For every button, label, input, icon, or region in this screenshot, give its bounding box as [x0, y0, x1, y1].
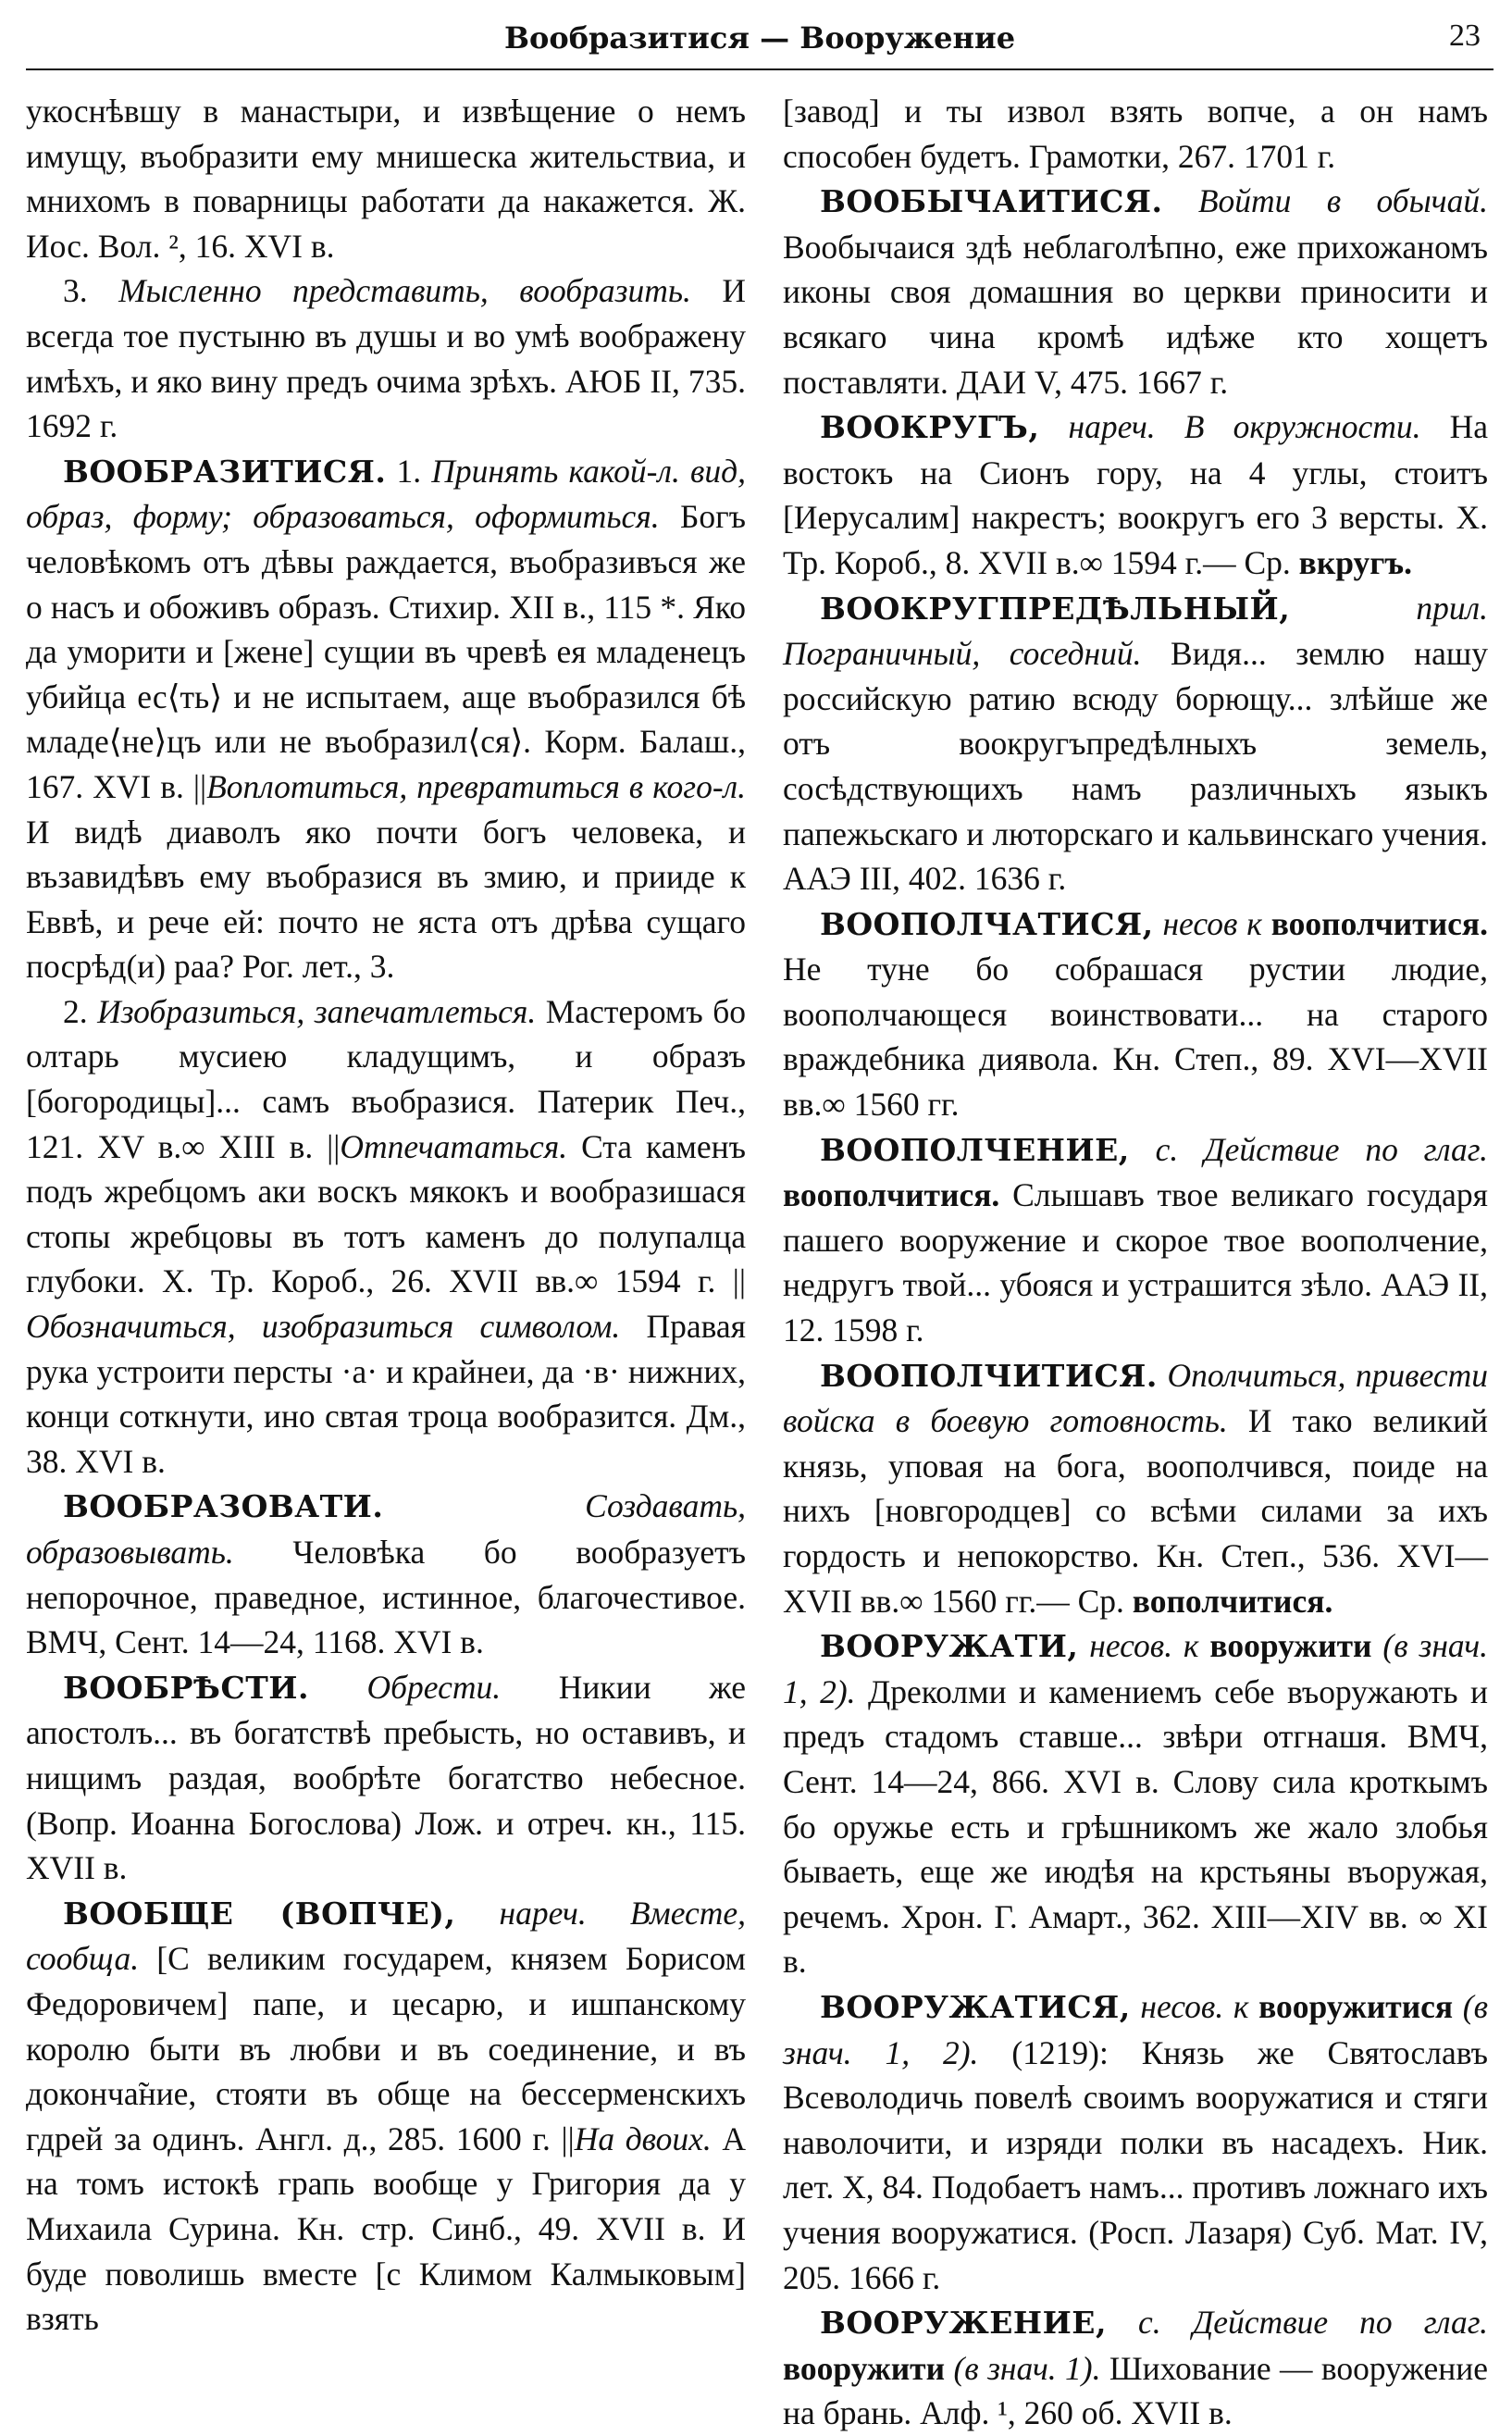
entry-voopolchatisya: ВООПОЛЧАТИСЯ, несов к воополчитися. Не туне бо собрашася рустии людие, воополчающеся воинствовати... на старого враждебника диявола. Кн. Степ., 89. XVI—XVII вв.∞ 1560 гг.: [783, 904, 1488, 1124]
sense-3: 3. Мысленно представить, вообразить. И всегда тое пустыню въ душы и во умѣ воображену имѣхъ, и яко вину предъ очима зрѣхъ. АЮБ II, 735. 1692 г.: [26, 272, 746, 445]
entry-vookrug: ВООКРУГЪ, нареч. В окружности. На востокъ на Сионъ гору, на 4 углы, стоитъ [Иерусалим] накрестъ; воокругъ его 3 версты. Х. Тр. Короб., 8. XVII в.∞ 1594 г.— Ср. вкругъ.: [783, 408, 1488, 581]
entry-voobrazitisya-sense-2: 2. Изобразиться, запечатлеться. Мастеромъ бо олтарь мусиею кладущимъ, и образъ [богородицы]... самъ въобразися. Патерик Печ., 121. XV в.∞ XIII в. ||Отпечататься. Ста каменъ подъ жребцомъ аки воскъ мякокъ и вообразишася стопы жребцовы въ тотъ каменъ до полупалца глубоки. Х. Тр. Короб., 26. XVII вв.∞ 1594 г. ||Обозначиться, изобразиться символом. Правая рука устроити персты ·а· и крайнеи, да ·в· нижних, конци соткнути, ино свтая троца вообразится. Дм., 38. XVI в.: [26, 992, 747, 1480]
entry-voobychaitisya: ВООБЫЧАИТИСЯ. Войти в обычай. Вообычаися здѣ неблаголѣпно, еже прихожаномъ иконы своя домашния во церкви приносити и всякаго чина кромѣ идѣже кто хощетъ поставляти. ДАИ V, 475. 1667 г.: [783, 182, 1488, 401]
headword: ВООБЫЧАИТИСЯ.: [820, 183, 1163, 220]
headword: ВООБРАЗОВАТИ.: [63, 1488, 384, 1525]
headword: ВООКРУГЪ,: [820, 409, 1040, 446]
running-title: Вообразитися — Вооружение: [503, 20, 1016, 56]
cross-reference: вополчитися.: [1132, 1582, 1333, 1620]
continued-paragraph: укоснѣвшу в манастыри, и извѣщение о немъ имущу, въобразити ему мнишеска жительствиа, и мнихомъ в поварницы работати да накажется. Ж. Иос. Вол. ², 16. XVI в.: [26, 93, 746, 265]
continued-paragraph: [завод] и ты извол взять вопче, а он намъ способен будетъ. Грамотки, 267. 1701 г.: [783, 93, 1488, 175]
headword: ВООБЩЕ (ВОПЧЕ),: [63, 1895, 456, 1932]
headword: ВООКРУГПРЕДѢЛЬНЫЙ,: [820, 590, 1291, 627]
entry-vooruzhenie: ВООРУЖЕНИЕ, с. Действие по глаг. вооружити (в знач. 1). Шихование — вооружение на брань. Алф. ¹, 260 об. XVII в.: [783, 2304, 1489, 2432]
entry-vooruzhatisya: ВООРУЖАТИСЯ, несов. к вооружитися (в знач. 1, 2). (1219): Князь же Святославъ Всеволодичь повелѣ своимъ вооружатися и стяги наволочити, и изряди полки въ насадехъ. Ник. лет. X, 84. Подобаетъ намъ... противъ ложнаго ихъ учения вооружатися. (Росп. Лазаря) Суб. Мат. IV, 205. 1666 г.: [783, 1987, 1489, 2296]
left-column: [26, 89, 746, 2384]
entry-voobshche: ВООБЩЕ (ВОПЧЕ), нареч. Вместе, сообща. [С великим государем, князем Борисом Федоровичем] папе, и цесарю, и ишпанскому королю быти въ любви и въ соединение, и въ доконча̃ние, стояти въ обще на бессерменскихъ гдрей за одинъ. Англ. д., 285. 1600 г. ||На двоих. А на томъ истокѣ грапь вообще у Григория да у Михаила Сурина. Кн. стр. Синб., 49. XVII в. И буде поволишь вместе [с Климом Калмыковым] взять: [26, 1894, 747, 2338]
right-column: [783, 89, 1489, 2432]
headword: ВООРУЖЕНИЕ,: [820, 2305, 1107, 2342]
entry-voobresti: ВООБРѢСТИ. Обрести. Никии же апостолъ... въ богатствѣ пребысть, но оставивъ, и нищимъ раздая, вообрѣте богатство небесное. (Вопр. Иоанна Богослова) Лож. и отреч. кн., 115. XVII в.: [26, 1668, 746, 1887]
headword: ВООРУЖАТИ,: [820, 1628, 1079, 1665]
cross-reference: вооружити: [1209, 1627, 1372, 1665]
headword: ВООБРѢСТИ.: [63, 1669, 309, 1706]
entry-vooruzhati: ВООРУЖАТИ, несов. к вооружити (в знач. 1, 2). Дреколми и камениемъ себе въоружають и предъ стадомъ ставше... звѣри отгнашя. ВМЧ, Сент. 14—24, 866. XVI в. Слову сила кроткымъ бо оружье есть и грѣшникомъ же жало злобья бываеть, еще же июдѣя на крстьяны въоружая, речемъ. Хрон. Г. Амарт., 362. XIII—XIV вв. ∞ XI в.: [783, 1627, 1489, 1981]
entry-vookrugpredelny: ВООКРУГПРЕДѢЛЬНЫЙ, прил. Пограничный, соседний. Видя... землю нашу российскую ратию всюду борющу... злѣйше же отъ воокругъпредѣлныхъ земель, сосѣдствующихъ намъ различныхъ языкъ папежьскаго и люторскаго и кальвинскаго учения. ААЭ III, 402. 1636 г.: [783, 589, 1488, 898]
cross-reference: вооружитися: [1258, 1987, 1454, 2025]
headword: ВООПОЛЧИТИСЯ.: [820, 1357, 1158, 1394]
entry-voobrazitisya: ВООБРАЗИТИСЯ. 1. Принять какой-л. вид, образ, форму; образоваться, оформиться. Богъ человѣкомъ отъ дѣвы раждается, въобразивъся же о насъ и обоживъ образъ. Стихир. XII в., 115 *. Яко да уморити и [жене] сущии въ чревѣ ея младенецъ убийца ес⟨ть⟩ и не испытаем, аще въобразился бѣ младе⟨не⟩цъ или не въобразил⟨ся⟩. Корм. Балаш., 167. XVI в. ||Воплотиться, превратиться в кого-л. И видѣ диаволъ яко почти богъ человека, и възавидѣвъ ему въобразися въ змию, и прииде к Еввѣ, и рече ей: почто не яста отъ дрѣва сущаго посрѣд(и) раа? Рог. лет., 3.: [26, 452, 746, 986]
header-rule: [26, 68, 1493, 70]
headword: ВООПОЛЧАТИСЯ,: [820, 905, 1154, 942]
headword: ВООРУЖАТИСЯ,: [820, 1988, 1131, 2025]
cross-reference: воополчитися.: [783, 1176, 1000, 1214]
entry-voopolchitisya: ВООПОЛЧИТИСЯ. Ополчиться, привести войска в боевую готовность. И тако великий князь, уповая на бога, воополчився, поиде на нихъ [новгородцев] со всѣми силами за ихъ гордость и непокорство. Кн. Степ., 536. XVI—XVII вв.∞ 1560 гг.— Ср. вополчитися.: [783, 1356, 1489, 1620]
entry-voobrazovati: ВООБРАЗОВАТИ. Создавать, образовывать. Человѣка бо вообразуетъ непорочное, праведное, истинное, благочестивое. ВМЧ, Сент. 14—24, 1168. XVI в.: [26, 1487, 746, 1661]
cross-reference: вкругъ.: [1298, 543, 1412, 581]
headword: ВООБРАЗИТИСЯ.: [63, 453, 387, 490]
cross-reference: воополчитися.: [1270, 904, 1488, 942]
headword: ВООПОЛЧЕНИЕ,: [820, 1131, 1130, 1168]
page-number: 23: [1449, 19, 1481, 53]
page-header: [26, 15, 1493, 61]
entry-voopolchenie: ВООПОЛЧЕНИЕ, с. Действие по глаг. воополчитися. Слышавъ твое великаго государя пашего вооружение и скорое твое воополчение, недругъ твой... убояся и устрашится зѣло. ААЭ II, 12. 1598 г.: [783, 1130, 1488, 1349]
cross-reference: вооружити: [783, 2349, 946, 2387]
